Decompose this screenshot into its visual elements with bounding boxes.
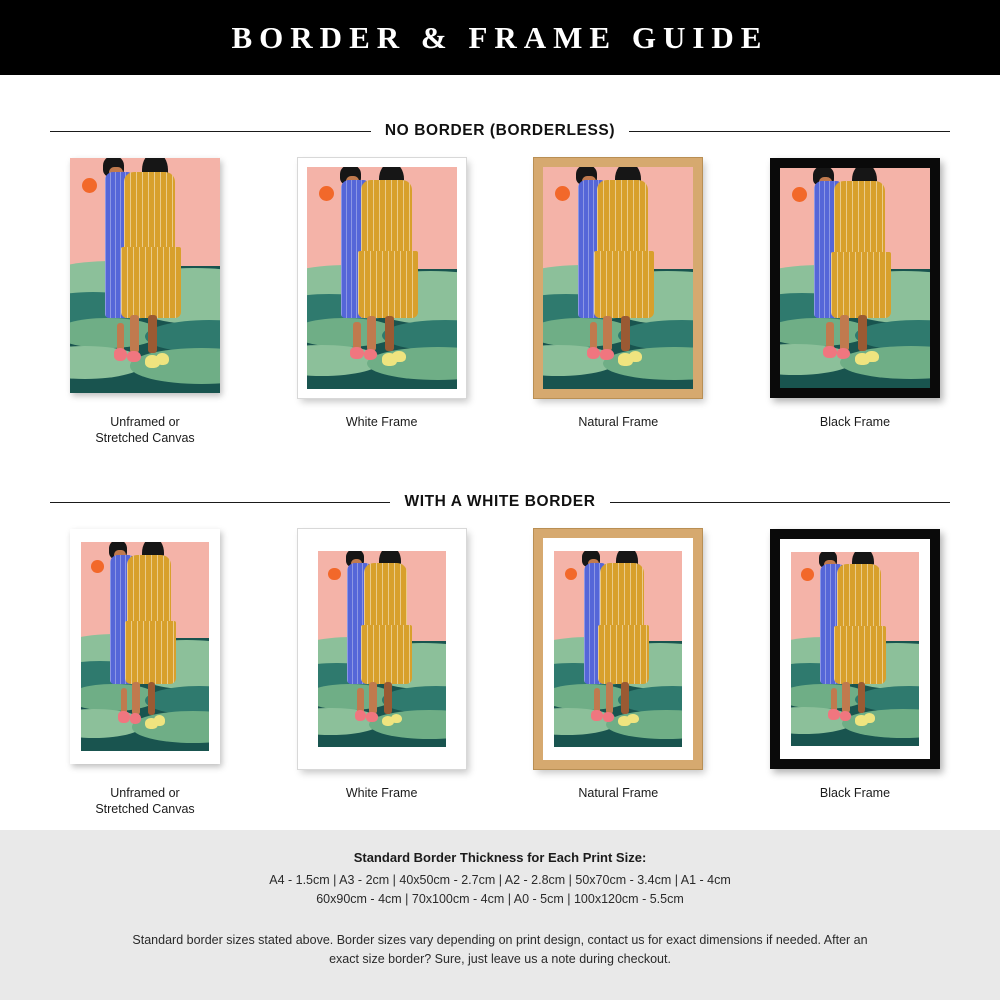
artwork-figure-part	[364, 349, 378, 360]
artwork-stripes	[364, 563, 408, 634]
natural-frame	[534, 529, 702, 769]
artwork-stripes	[358, 251, 418, 318]
artwork-stripes	[124, 172, 175, 257]
artwork-figure-part	[132, 682, 140, 715]
section-heading-no-border	[0, 122, 1000, 140]
frame-option-card[interactable]	[748, 158, 962, 446]
artwork-figure-part	[629, 351, 643, 362]
white-border-mat	[780, 539, 930, 759]
footer-sizes-line-1: A4 - 1.5cm | A3 - 2cm | 40x50cm - 2.7cm | A2 - 2.8cm | 50x70cm - 3.4cm | A1 - 4cm	[269, 873, 731, 887]
artwork-figure-part	[361, 180, 412, 260]
artwork-preview	[554, 551, 682, 747]
footer-sizes-line-2: 60x90cm - 4cm | 70x100cm - 4cm | A0 - 5cm | 100x120cm - 5.5cm	[316, 892, 684, 906]
artwork-figure-part	[823, 346, 837, 358]
frame-option-caption: White Frame	[345, 786, 418, 800]
artwork-stripes	[834, 626, 885, 684]
natural-frame	[534, 158, 702, 398]
artwork-sun	[82, 178, 97, 193]
page-title: BORDER & FRAME GUIDE	[231, 19, 769, 55]
artwork-sun	[319, 186, 334, 201]
artwork-figure-part	[355, 710, 367, 721]
artwork-figure-part	[606, 682, 614, 713]
artwork-figure-part	[587, 347, 601, 359]
artwork-sun	[792, 187, 807, 202]
artwork-figure-part	[118, 711, 130, 722]
white-border-mat	[307, 538, 457, 760]
artwork-figure-part	[840, 711, 852, 721]
page-header	[0, 0, 1000, 75]
artwork-figure-part	[834, 181, 885, 260]
frame-options-row-white-border	[0, 529, 1000, 817]
frame-option-card[interactable]	[275, 529, 489, 817]
artwork-container	[770, 529, 940, 774]
white-frame	[298, 158, 466, 398]
frame-option-card[interactable]	[275, 158, 489, 446]
artwork-figure-part	[385, 316, 394, 352]
white-border-mat	[543, 538, 693, 760]
artwork-container	[298, 158, 466, 403]
section-no-border	[0, 122, 1000, 446]
artwork-figure-part	[597, 180, 648, 260]
frame-option-card[interactable]	[511, 158, 725, 446]
artwork-figure-part	[600, 563, 644, 634]
artwork-figure-part	[350, 347, 364, 359]
artwork-container	[534, 529, 702, 774]
frame-option-card[interactable]	[38, 158, 252, 446]
artwork-figure-part	[591, 710, 603, 721]
artwork-sun	[91, 560, 104, 573]
artwork-stripes	[597, 180, 648, 260]
artwork-figure-part	[842, 682, 850, 713]
frame-option-caption: White Frame	[345, 415, 418, 429]
divider-right	[629, 131, 950, 132]
frame-option-caption: Natural Frame	[578, 415, 659, 429]
artwork-figure-part	[834, 626, 885, 684]
artwork-figure-part	[858, 315, 867, 350]
artwork-container	[534, 158, 702, 403]
frame-option-card[interactable]	[38, 529, 252, 817]
artwork-stripes	[834, 181, 885, 260]
artwork-figure-part	[865, 351, 879, 362]
artwork-preview	[307, 167, 457, 389]
divider-left	[50, 131, 371, 132]
artwork-preview	[318, 551, 446, 747]
artwork-figure-part	[858, 682, 866, 713]
artwork-figure-part	[369, 682, 377, 713]
artwork-figure-part	[391, 714, 403, 724]
artwork-figure-part	[125, 621, 176, 684]
artwork-figure-part	[840, 315, 849, 350]
frame-option-card[interactable]	[748, 529, 962, 817]
section-heading-white-border	[0, 493, 1000, 511]
artwork-stripes	[361, 180, 412, 260]
unframed-canvas	[70, 529, 220, 764]
artwork-stripes	[598, 625, 649, 684]
artwork-figure-part	[121, 247, 181, 318]
artwork-container	[298, 529, 466, 774]
artwork-figure-part	[156, 353, 170, 365]
frame-option-caption: Black Frame	[819, 415, 891, 429]
artwork-preview	[780, 168, 930, 388]
artwork-figure-part	[603, 316, 612, 352]
artwork-figure-part	[621, 682, 629, 713]
artwork-stripes	[594, 251, 654, 318]
white-border-mat	[70, 529, 220, 764]
artwork-container	[70, 158, 220, 403]
artwork-figure-part	[154, 715, 166, 725]
artwork-figure-part	[603, 712, 615, 722]
artwork-container	[770, 158, 940, 403]
artwork-figure-part	[837, 564, 881, 634]
artwork-figure-part	[384, 682, 392, 713]
artwork-figure-part	[148, 315, 157, 353]
frame-option-card[interactable]	[511, 529, 725, 817]
artwork-stripes	[361, 625, 412, 684]
artwork-stripes	[127, 555, 171, 630]
artwork-stripes	[121, 247, 181, 318]
black-frame	[770, 529, 940, 769]
section-white-border	[0, 493, 1000, 817]
artwork-sun	[328, 568, 341, 581]
artwork-preview	[70, 158, 220, 393]
artwork-figure-part	[366, 712, 378, 722]
section-title-white-border: WITH A WHITE BORDER	[404, 493, 596, 510]
unframed-canvas	[70, 158, 220, 393]
artwork-stripes	[831, 252, 891, 318]
artwork-figure-part	[130, 315, 139, 353]
artwork-figure-part	[148, 682, 156, 715]
artwork-figure-part	[114, 348, 128, 361]
footer-info-panel	[0, 830, 1000, 1000]
artwork-figure-part	[358, 251, 418, 318]
frame-option-caption: Unframed or Stretched Canvas	[95, 415, 195, 445]
divider-right	[610, 502, 950, 503]
frame-option-caption: Black Frame	[819, 786, 891, 800]
frame-option-caption: Unframed or Stretched Canvas	[95, 786, 195, 816]
artwork-figure-part	[124, 172, 175, 257]
section-title-no-border: NO BORDER (BORDERLESS)	[384, 122, 616, 139]
artwork-figure-part	[828, 709, 840, 720]
white-frame	[298, 529, 466, 769]
frame-option-caption: Natural Frame	[578, 786, 659, 800]
artwork-preview	[543, 167, 693, 389]
artwork-stripes	[600, 563, 644, 634]
footer-note: Standard border sizes stated above. Border sizes vary depending on print design, contact us for exact dimensions if needed. After an exact size border? Sure, just leave us a note during checkout.	[132, 933, 868, 966]
artwork-figure-part	[127, 555, 171, 630]
artwork-figure-part	[600, 349, 614, 360]
artwork-figure-part	[598, 625, 649, 684]
divider-left	[50, 502, 390, 503]
artwork-stripes	[125, 621, 176, 684]
artwork-figure-part	[594, 251, 654, 318]
artwork-figure-part	[367, 316, 376, 352]
artwork-figure-part	[361, 625, 412, 684]
artwork-figure-part	[364, 563, 408, 634]
artwork-preview	[81, 542, 209, 751]
artwork-figure-part	[864, 713, 876, 723]
footer-title: Standard Border Thickness for Each Print Size:	[353, 850, 647, 865]
black-frame	[770, 158, 940, 398]
artwork-container	[70, 529, 220, 774]
artwork-figure-part	[392, 351, 406, 362]
frame-options-row-no-border	[0, 158, 1000, 446]
artwork-figure-part	[621, 316, 630, 352]
artwork-figure-part	[127, 351, 141, 363]
artwork-figure-part	[627, 714, 639, 724]
artwork-figure-part	[831, 252, 891, 318]
artwork-stripes	[837, 564, 881, 634]
artwork-figure-part	[130, 713, 142, 723]
artwork-preview	[791, 552, 919, 746]
